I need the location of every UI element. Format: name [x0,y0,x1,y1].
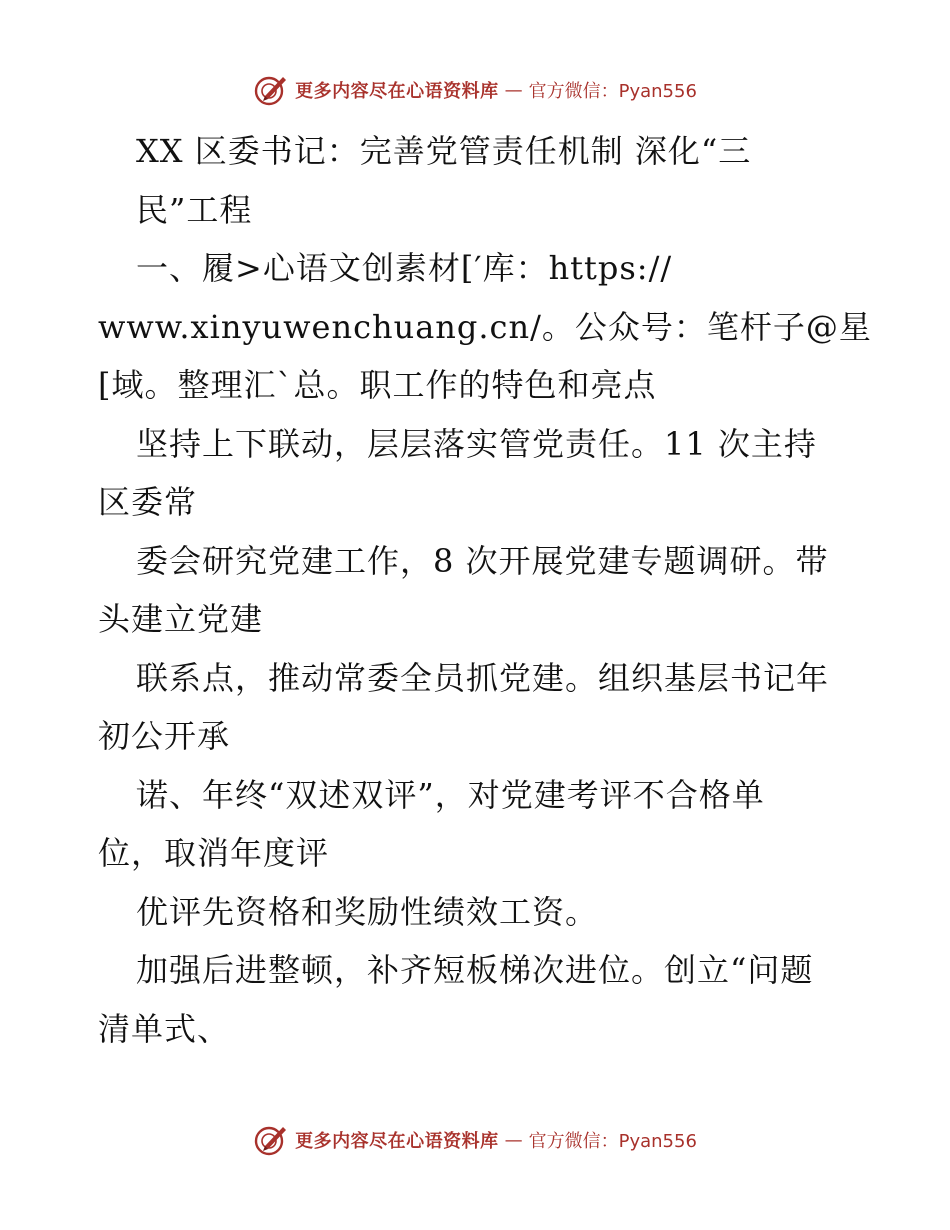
paragraph-line: www.xinyuwenchuang.cn/。公众号：笔杆子@星 [98,307,872,346]
paragraph-line: 联系点，推动常委全员抓党建。组织基层书记年 [136,658,830,697]
header-banner-inner [253,72,697,108]
header-banner-title: 更多内容尽在心语资料库 [295,81,499,102]
paragraph-line: 坚持上下联动，层层落实管党责任。11 次主持 [136,424,817,463]
paragraph-line: 位，取消年度评 [98,834,330,872]
paragraph-line: 头建立党建 [98,600,264,638]
footer-banner-separator: — [504,1129,523,1151]
paragraph-line: 优评先资格和奖励性绩效工资。 [136,892,599,931]
document-body [98,122,872,1058]
paragraph-line: 诺、年终“双述双评”，对党建考评不合格单 [136,775,765,814]
footer-banner-wechat: 官方微信：Pyan556 [528,1131,697,1152]
header-banner-wechat: 官方微信：Pyan556 [528,81,697,102]
header-banner [0,70,950,110]
footer-banner [0,1120,950,1160]
paragraph-line: 委会研究党建工作，8 次开展党建专题调研。带 [136,541,829,580]
document-title-line-1: XX 区委书记：完善党管责任机制 深化“三 [136,132,752,170]
paragraph-line: 初公开承 [98,717,231,755]
document-title-line-2: 民”工程 [136,190,253,229]
header-banner-separator: — [504,79,523,101]
paragraph-line: 清单式、 [98,1009,231,1048]
paragraph-line: 一、履>心语文创素材[′库：https:// [136,249,673,287]
pen-logo-icon [253,72,289,108]
paragraph-line: [域。整理汇`总。职工作的特色和亮点 [98,366,657,404]
footer-banner-title: 更多内容尽在心语资料库 [295,1131,499,1152]
pen-logo-icon [253,1122,289,1158]
paragraph-line: 加强后进整顿，补齐短板梯次进位。创立“问题 [136,951,814,989]
paragraph-line: 区委常 [98,483,198,521]
footer-banner-inner [253,1122,697,1158]
